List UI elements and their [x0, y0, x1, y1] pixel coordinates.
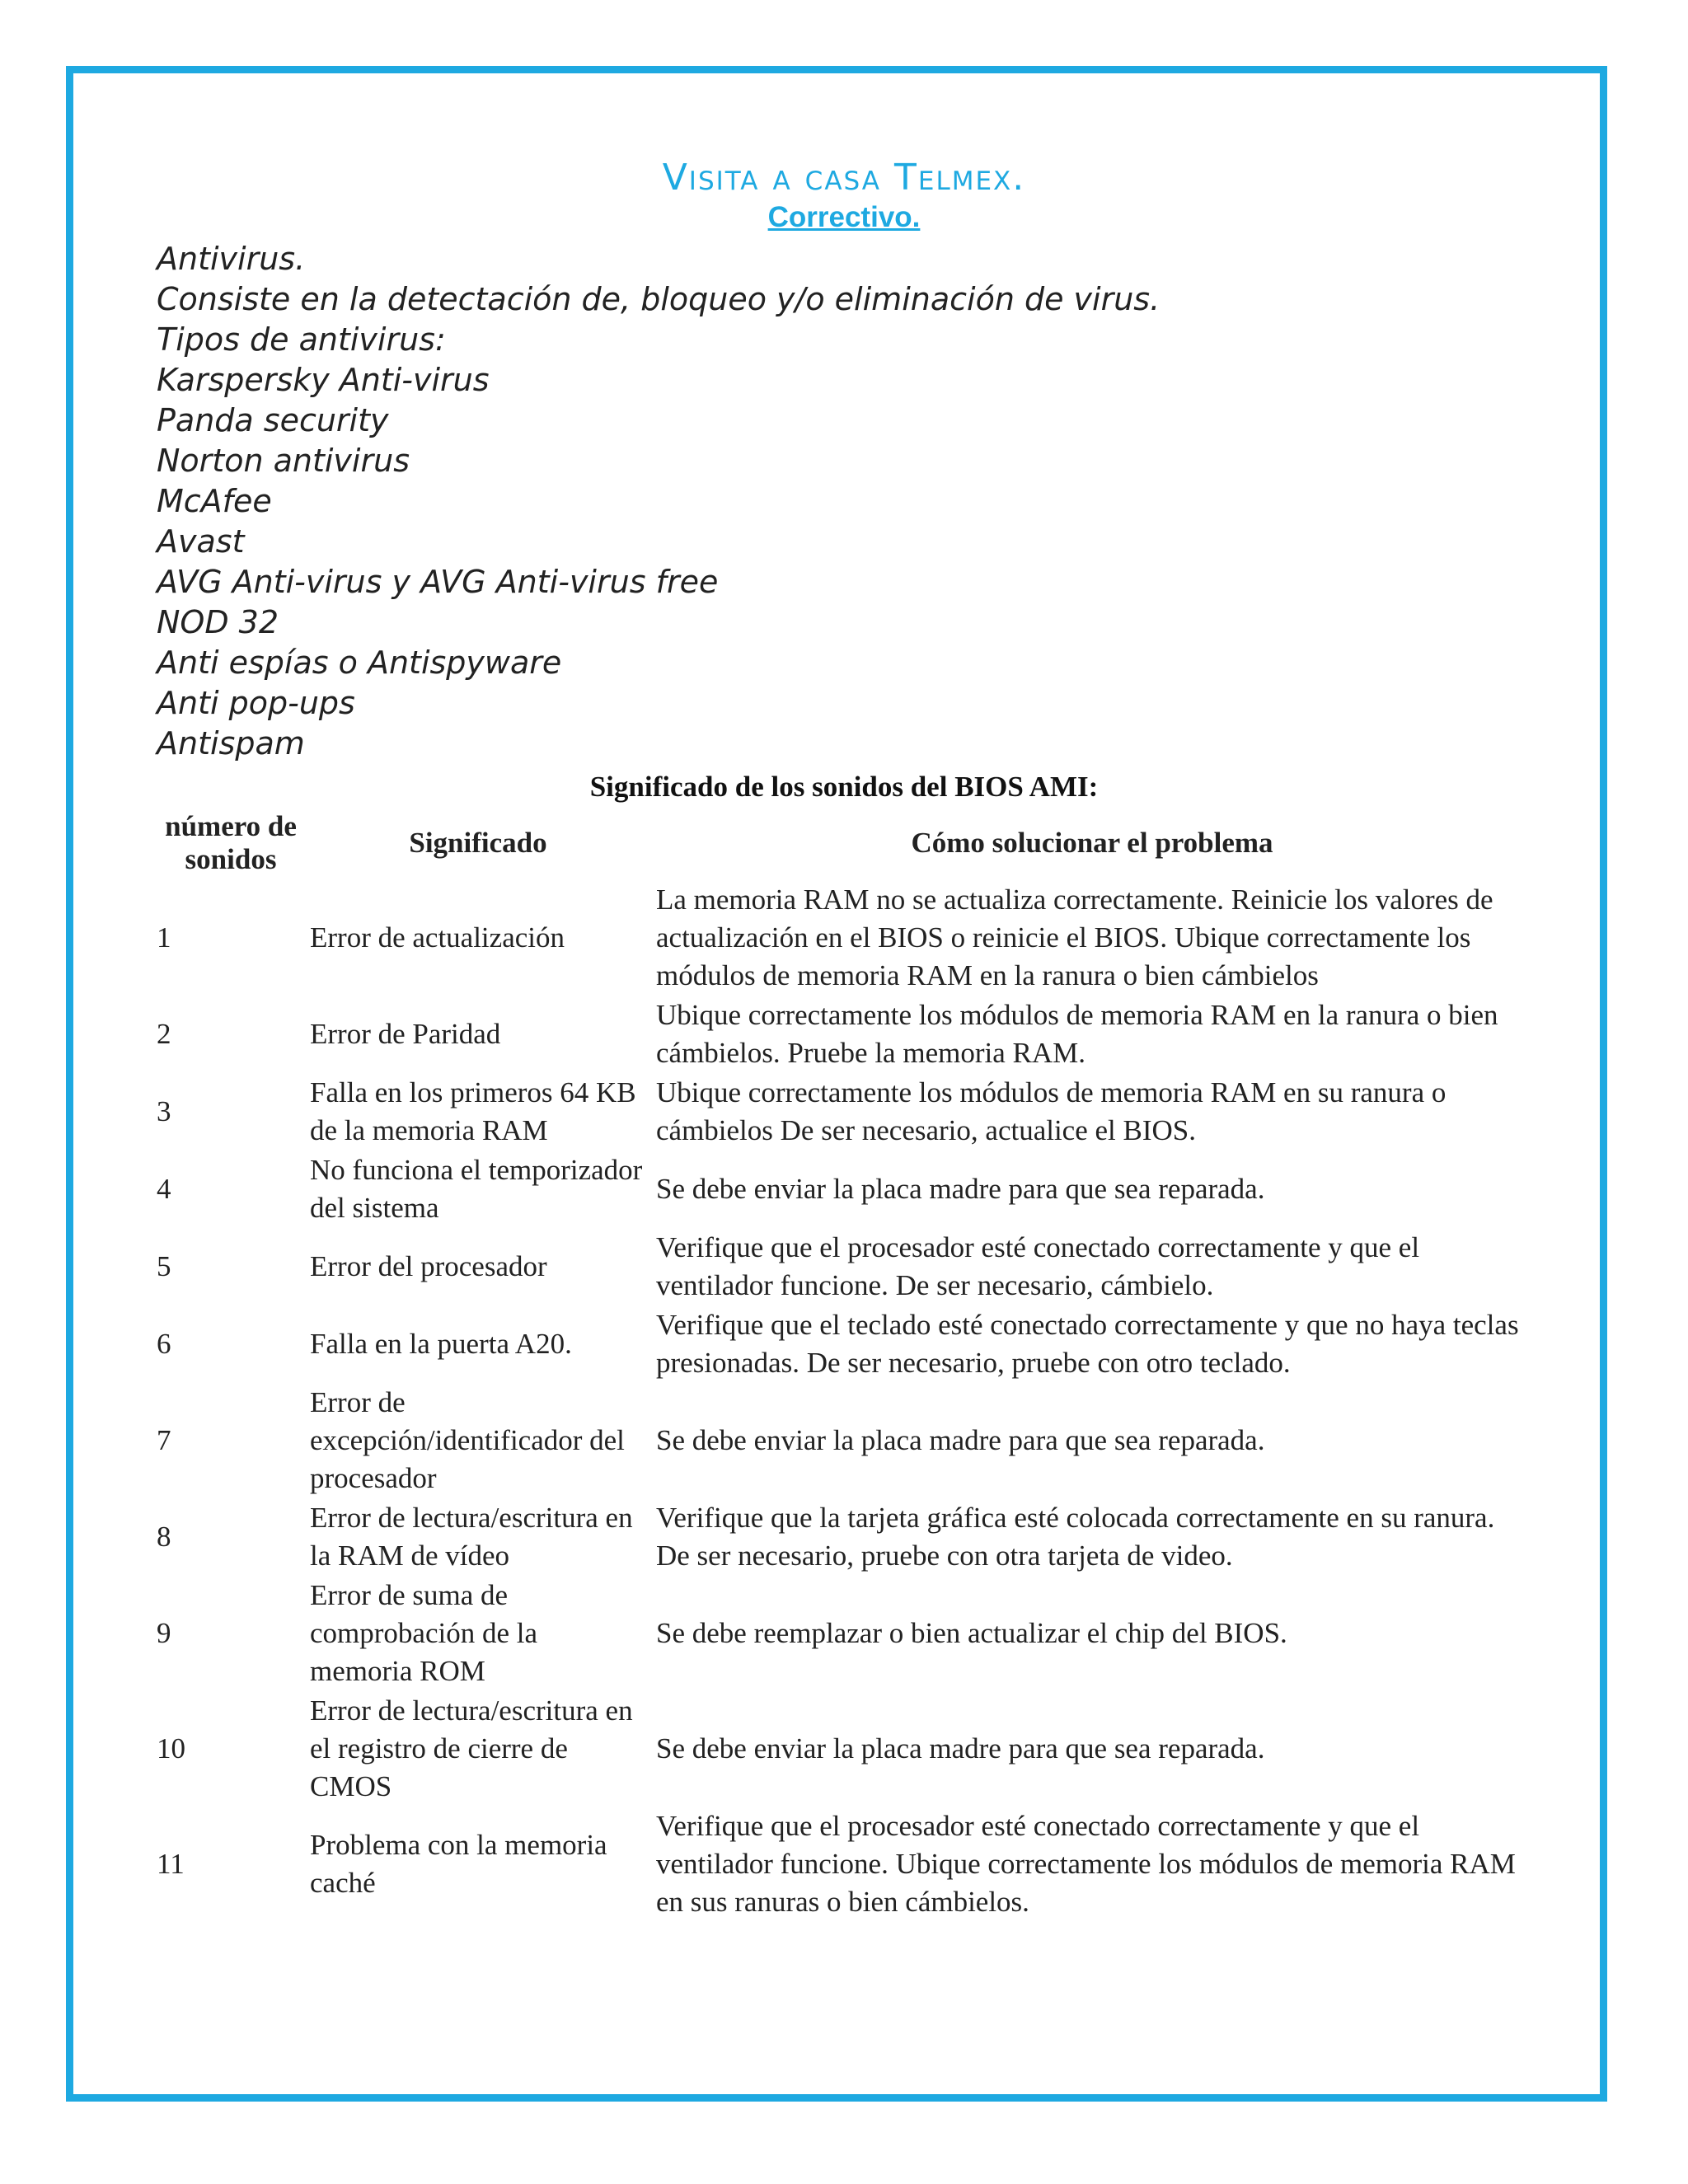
- beep-count: 9: [157, 1617, 171, 1649]
- beep-solution: Verifique que el teclado esté conectado correctamente y que no haya teclas presionadas. De ser necesario, pruebe con otro teclado.: [656, 1309, 1519, 1379]
- table-row: [157, 1807, 1533, 1923]
- list-item: McAfee: [157, 483, 272, 519]
- table-row: [157, 996, 1533, 1074]
- table-row: [157, 1384, 1533, 1499]
- beep-solution: Ubique correctamente los módulos de memoria RAM en la ranura o bien cámbielos. Pruebe la memoria RAM.: [656, 999, 1498, 1069]
- list-item: Tipos de antivirus:: [157, 321, 446, 358]
- beep-solution: Verifique que el procesador esté conectado correctamente y que el ventilador funcione. De ser necesario, cámbielo.: [656, 1231, 1420, 1301]
- beep-count: 4: [157, 1173, 171, 1205]
- beep-count: 3: [157, 1095, 171, 1127]
- beep-meaning: Falla en los primeros 64 KB de la memoria RAM: [310, 1076, 636, 1146]
- beep-meaning: Falla en la puerta A20.: [310, 1328, 572, 1360]
- table-row: [157, 881, 1533, 996]
- beep-meaning: Error del procesador: [310, 1250, 547, 1282]
- beep-solution: Se debe reemplazar o bien actualizar el chip del BIOS.: [656, 1617, 1287, 1649]
- beep-solution: Ubique correctamente los módulos de memoria RAM en su ranura o cámbielos De ser necesario, actualice el BIOS.: [656, 1076, 1447, 1146]
- header-number: número de sonidos: [165, 810, 297, 875]
- list-item: Karspersky Anti-virus: [157, 362, 490, 398]
- list-item: AVG Anti-virus y AVG Anti-virus free: [157, 564, 719, 600]
- beep-count: 2: [157, 1018, 171, 1050]
- beep-solution: Se debe enviar la placa madre para que sea reparada.: [656, 1732, 1265, 1765]
- beep-solution: Se debe enviar la placa madre para que sea reparada.: [656, 1173, 1265, 1205]
- beep-meaning: Error de lectura/escritura en el registro de cierre de CMOS: [310, 1694, 633, 1802]
- beep-count: 6: [157, 1328, 171, 1360]
- beep-meaning: Error de suma de comprobación de la memoria ROM: [310, 1579, 538, 1687]
- list-item: Anti pop-ups: [157, 685, 355, 721]
- beep-solution: Se debe enviar la placa madre para que sea reparada.: [656, 1424, 1265, 1456]
- list-item: Consiste en la detectación de, bloqueo y/o eliminación de virus.: [157, 281, 1160, 317]
- beep-count: 5: [157, 1250, 171, 1282]
- header-meaning: Significado: [409, 827, 547, 859]
- table-row: [157, 1692, 1533, 1807]
- list-item: NOD 32: [157, 604, 279, 640]
- list-item: Antivirus.: [157, 241, 306, 277]
- beep-count: 11: [157, 1848, 185, 1880]
- table-row: [157, 1151, 1533, 1229]
- list-item: Panda security: [157, 402, 389, 438]
- beep-count: 7: [157, 1424, 171, 1456]
- beep-solution: Verifique que el procesador esté conectado correctamente y que el ventilador funcione. Ubique correctamente los módulos de memoria RAM en sus ranuras o bien cámbielos.: [656, 1810, 1516, 1918]
- bios-beep-table: [157, 805, 1533, 1923]
- beep-meaning: Error de actualización: [310, 921, 565, 954]
- table-row: [157, 1577, 1533, 1692]
- list-item: Anti espías o Antispyware: [157, 644, 562, 681]
- beep-meaning: Error de excepción/identificador del procesador: [310, 1386, 625, 1494]
- table-row: [157, 1306, 1533, 1384]
- beep-meaning: Error de lectura/escritura en la RAM de vídeo: [310, 1502, 633, 1572]
- list-item: Norton antivirus: [157, 443, 410, 479]
- beep-meaning: No funciona el temporizador del sistema: [310, 1154, 643, 1224]
- document-body: [157, 157, 1533, 1923]
- antivirus-list: [157, 239, 1533, 764]
- table-caption: Significado de los sonidos del BIOS AMI:: [589, 771, 1099, 803]
- list-item: Avast: [157, 523, 245, 560]
- beep-count: 10: [157, 1732, 185, 1765]
- beep-solution: La memoria RAM no se actualiza correctamente. Reinicie los valores de actualización en el BIOS o reinicie el BIOS. Ubique correctamente los módulos de memoria RAM en la ranura o bien cámbielos: [656, 883, 1493, 991]
- beep-solution: Verifique que la tarjeta gráfica esté colocada correctamente en su ranura. De ser necesario, pruebe con otra tarjeta de video.: [656, 1502, 1495, 1572]
- table-row: [157, 1074, 1533, 1151]
- page-title: Visita a casa Telmex.: [662, 157, 1026, 199]
- beep-count: 8: [157, 1521, 171, 1553]
- table-header-row: [157, 805, 1533, 881]
- header-solution: Cómo solucionar el problema: [911, 827, 1273, 859]
- beep-meaning: Error de Paridad: [310, 1018, 501, 1050]
- beep-count: 1: [157, 921, 171, 954]
- page-subtitle: Correctivo.: [767, 201, 921, 233]
- beep-meaning: Problema con la memoria caché: [310, 1829, 607, 1899]
- table-row: [157, 1499, 1533, 1577]
- table-row: [157, 1229, 1533, 1306]
- list-item: Antispam: [157, 725, 305, 762]
